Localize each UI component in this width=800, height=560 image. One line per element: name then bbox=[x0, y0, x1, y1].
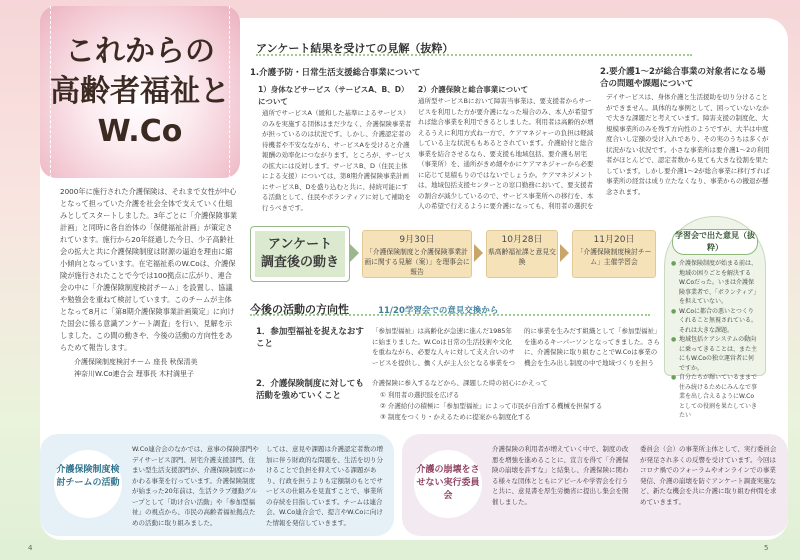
opinion-item: ● 自分たちが輝いているままで住み続けるためにみんなで事業を出し合えるようにW.Coとしての役割を果たしていきたい bbox=[671, 373, 759, 421]
direction-item2-title: 2．介護保険制度に対しても活動を強めていくこと bbox=[256, 379, 364, 401]
bottom-right-panel bbox=[402, 434, 788, 536]
arrow-right-icon bbox=[474, 244, 483, 262]
bottom-left-tag bbox=[54, 450, 122, 518]
flow-step-2 bbox=[486, 230, 558, 278]
bottom-left-tag-text: 介護保険制度検討チームの活動 bbox=[56, 465, 120, 488]
flow-label-line-2: 調査後の動き bbox=[260, 255, 339, 270]
flow-step-text: 県高齢福祉課と意見交換 bbox=[488, 248, 556, 266]
sub2-text: 通所型サービスBにおいて障害当事業は、要支援者からサービスを利用した方が要介護になった場合のみ、本人が希望すれば総合事業を利用できるとしました。利用者は高齢的が増えるうえに利用方式ね一方で、ケアマネジャーの負担は軽減している主な状況ももあるとされています。介護給付と総合事業を結合させるなら、要支援も地域包括、要介護も居宅（事業所）を、通所がきめ細やかにケアマネジャーから必要に応じて見積もりのではないでしょうか。ケアマネジメントは、地域包括支援センターとの窓口勤務において、要支援者の割合が減少しているので、サービス事業所への移行を、本人の希望で行えるように要介護になっても、利用者の選択を bbox=[418, 97, 594, 210]
flow-label-line-1: アンケート bbox=[267, 237, 333, 252]
signature-1: 介護保険制度検討チーム 座長 秋保清美 bbox=[74, 358, 198, 366]
direction-point-3: ③ 制度をつくり・かえるために提案から制度化する bbox=[380, 413, 531, 421]
item2-title: 2.要介護1〜2が総合事業の対象者になる場合の問題や課題について bbox=[600, 67, 766, 89]
opinion-title: 学習会で出た意見（抜粋） bbox=[672, 229, 758, 255]
sub1-title: 1）身体などサービス（サービスA、B、D）について bbox=[258, 85, 405, 106]
bottom-right-text-a: 介護保険の利用者が増えていく中で、制度の改悪を増強を進めることに、宣言を得て「介護保険の崩壊を許すな」と結集し、介護保険に関わる様々な団体とともにアピールや学習会を行うと共に、意見書を厚生労働省に提出し集会を開催しました。 bbox=[492, 445, 629, 506]
title-line-1: これからの bbox=[65, 34, 215, 69]
title-card bbox=[40, 6, 240, 178]
item2-text: デイサービスは、身体介護と生活援助を切り分けることができません。具体的な事例として、困っていないなかで大きな課題だと考えています。障害支援の制度化、大規模事業所のみを残す方向性のようですが、大半は中度度合いし定額の受け入れであり、その実のうちは多くが状況がない状況です。小さな事業所は要介護1〜2の利用者がほとんどで、認定者数から見ても大きな役割を果たしています。しかし要介護1〜2が総合事業に移行すれば事業所の経営は成り立たなくなり、事業からの撤退が懸念されます。 bbox=[606, 93, 770, 196]
flow-label bbox=[250, 226, 350, 282]
direction-item2-intro: 介護保険に参入するなどから、課題した時の初心にかえって bbox=[372, 379, 548, 387]
flow-step-text: 「介護保険制度検討チーム」主催学習会 bbox=[576, 248, 652, 266]
flow-arrow-icon bbox=[350, 244, 359, 262]
lead-paragraph: 2000年に施行された介護保険は、それまで女性が中心となって担っていた介護を社会全体で支えていく仕組みとしてスタートしました。3年ごとに「介護保険事業計画」と同時に各自治体の「保健福祉計画」が策定されています。施行から20年経過した今日、少子高齢社会の拡大と共に介護保険制度は財源の逼迫を理由に縮小傾向となっています。在宅福祉系のW.Coは、介護保険が施行されたことで今では100拠点に広がり、連合会の中に「介護保険制度検討チーム」を設置し、協議や勉強会を重ねて検討しています。このチームが主体となって8月に「第8期介護保険事業計画策定」に向けた国会に係る意識アンケート調査」を行い、見解を示しました。この間の動きや、今後の活動の方向性をあらためて報告します。 bbox=[60, 187, 238, 352]
flow-step-1 bbox=[362, 230, 472, 278]
item1-title: 1.介護予防・日常生活支援総合事業について bbox=[250, 68, 421, 78]
flow-step-3 bbox=[572, 230, 656, 278]
opinion-item: ● 介護保険制度が始まる前は、地域の困りごとを解決するW.Coだった。いまは介護保険事業者で、「ボランティア」を担えていない。 bbox=[671, 259, 759, 307]
opinion-box bbox=[664, 216, 766, 419]
opinion-list bbox=[665, 259, 765, 421]
title-line-3: W.Co bbox=[97, 114, 183, 149]
main-title bbox=[40, 32, 240, 152]
sub2-title: 2）介護保険と総合事業について bbox=[418, 85, 529, 94]
opinion-item: ● W.Coに都合の悪いとつくりくれること無視されている。それは大きな課題。 bbox=[671, 307, 759, 336]
bottom-right-tag bbox=[414, 450, 482, 518]
bottom-left-text-a: W.Co連合会のなかでは、意事の保険部門やデイサービス部門、居宅介護支援部門、住まい型生活支援部門が、介護保険制度にかかわる事業を行っています。介護保険制度が始まった20年前は、生活クラブ運動グループとして「助け合い活動」や「参加型福祉」の視点から、市民の高齢者福祉拠点ための活動に取り組みました。 bbox=[132, 445, 259, 527]
direction-subheader: 11/20学習会での意見交換から bbox=[378, 306, 499, 316]
arrow-right-icon bbox=[560, 244, 569, 262]
direction-point-1: ① 利用者の選択肢を広げる bbox=[380, 391, 460, 399]
direction-header: 今後の活動の方向性 bbox=[250, 303, 349, 316]
direction-item1-text-b: 的に事業を生みだす組織として「参加型福祉」を進めるキーパーソンとなってきました。さらに、介護保険に取り組むことでW.Coは事業の機会を生み出し制度の中で地域づくりを担う bbox=[524, 327, 660, 367]
direction-point-2: ② 介護給付の積極に「参加型福祉」によって市民が自治する機械を担保する bbox=[380, 402, 603, 410]
opinion-item: ● 地域包括ケアシステムの動向に乗ってきることは、また主にもW.Coの独立運営者に何ですか。 bbox=[671, 335, 759, 373]
bottom-right-text-b: 委員会（会）の事業所主体として、実行委員会が発足され多くの反響を受けています。今回はコロナ禍でのフォーラムやオンラインでの事業発信、介護の崩壊を防ぐアンケート調査実施など、新たな機会を共に介護に取り組む仲間を求めていきます。 bbox=[640, 445, 777, 506]
findings-header: アンケート結果を受けての見解（抜粋） bbox=[256, 40, 692, 56]
page-number-right: 5 bbox=[764, 544, 769, 552]
title-line-2: 高齢者福祉と bbox=[50, 74, 230, 109]
direction-item1-title: 1．参加型福祉を捉えなおすこと bbox=[256, 327, 364, 349]
sub1-text: 通所でサービスA（緩和した基準によるサービス）のみを実施する団体はまだ少なく、介護保険事業者が担っているのは状況です。しかし、介護認定者の待機者や不安なながら、サービスAを受けると介護報酬の効率化につながります。ところが、サービスの拡大には反対します。サービスB、D（住民主体による支援）については、第8期介護保険事業計画にサービスB、Dを盛り込むと共に、持続可能にする活動として、住民やボランティアに対して補助を行うべきです。 bbox=[262, 109, 412, 212]
bottom-left-panel bbox=[40, 434, 394, 536]
flow-step-date: 10月28日 bbox=[501, 235, 543, 245]
page-number-left: 4 bbox=[28, 544, 33, 552]
bottom-left-text-b: しては、意見や課題は介護認定者数の増加に伴う財政的な問題を、生活を切り分けることで負担を抑えている課題があり、行政を担うよりも定額制のもとでサービスの仕組みを見直すことで、事業所の存続を目指しています。チームは連合会、W.Co連合会で、提言やW.Coに向けた情報を発信していきます。 bbox=[266, 445, 383, 527]
direction-item1-text-a: 「参加型福祉」は高齢化が急速に進んだ1985年に始まりました。W.Coは日常の生活技術や文化を重ねながら、必要な人々に対して支え合いのサービスを提供し、働く人が主人公となる事業をつ bbox=[372, 327, 515, 367]
flow-step-text: 「介護保険制度と介護保険事業計画に関する見解（案）」を理事会に報告 bbox=[364, 248, 470, 276]
flow-step-date: 11月20日 bbox=[593, 235, 635, 245]
direction-header-bar bbox=[250, 298, 650, 316]
flow-step-date: 9月30日 bbox=[399, 235, 435, 245]
signature-2: 神奈川W.Co連合会 理事長 木村満里子 bbox=[74, 370, 194, 378]
bottom-right-tag-text: 介護の崩壊をさせない実行委員会 bbox=[416, 465, 480, 501]
